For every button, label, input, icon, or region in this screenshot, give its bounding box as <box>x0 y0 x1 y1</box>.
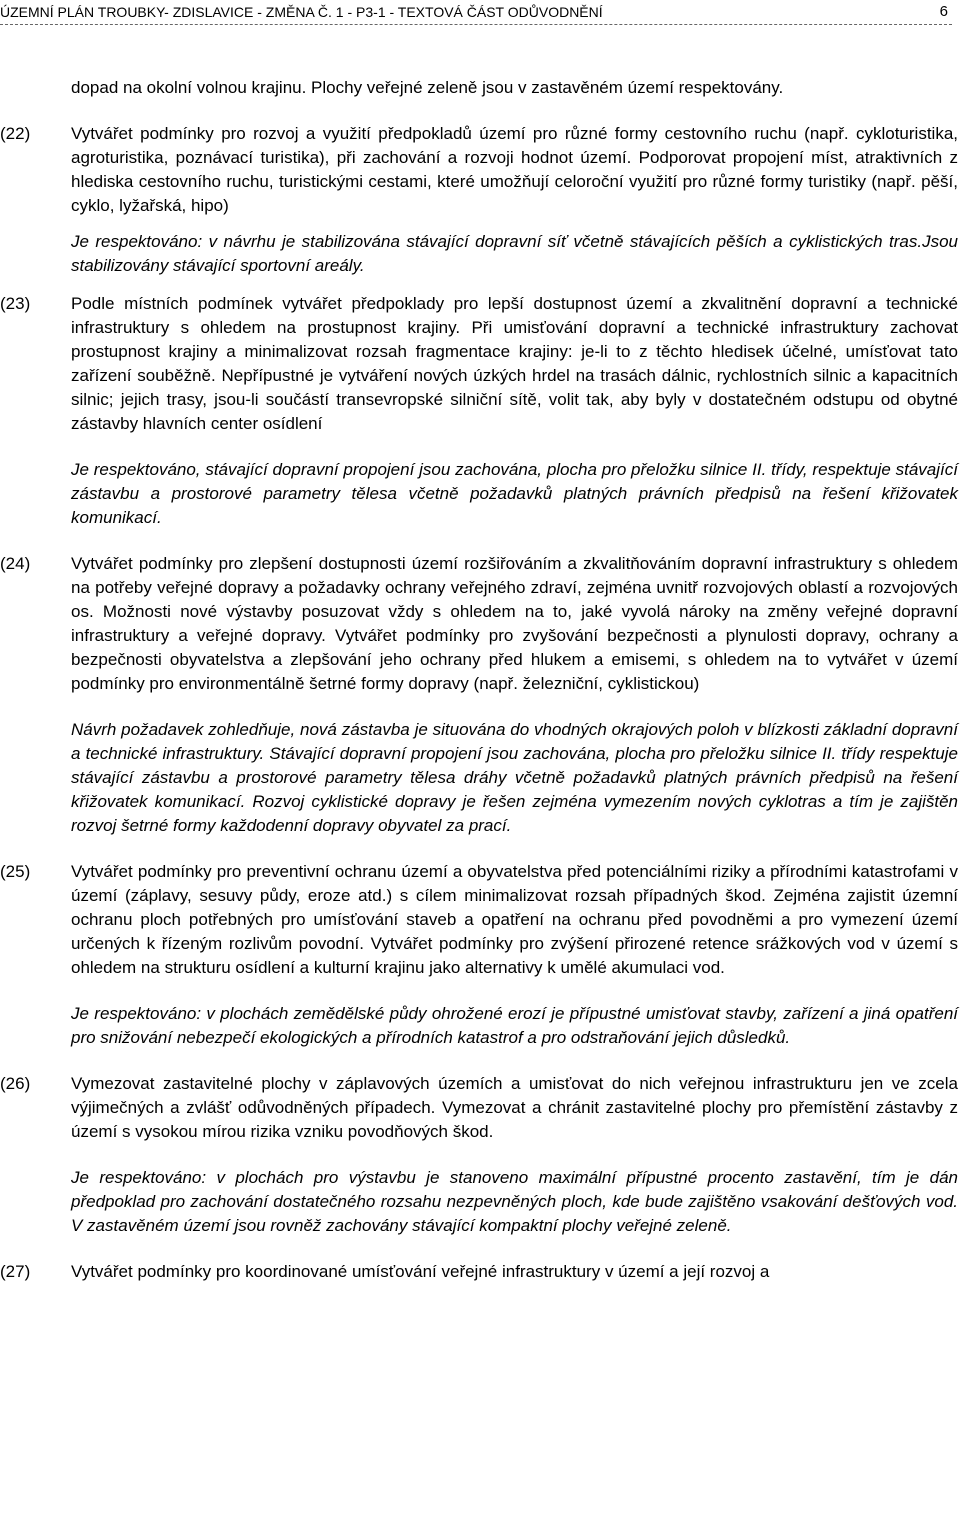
item-note: Je respektováno: v plochách pro výstavbu je stanoveno maximální přípustné procento zastavění, tím je dán předpoklad pro zachování dostatečného rozsahu nezpevněných ploch, kde bude zajištěno vsakování dešťových vod. V zastavěném území jsou rovněž zachovány stávající kompaktní plochy veřejné zeleně. <box>71 1168 958 1235</box>
page-header <box>0 0 960 26</box>
list-item-24 <box>0 552 958 696</box>
document-title: ÚZEMNÍ PLÁN TROUBKY- ZDISLAVICE - ZMĚNA Č. 1 - P3-1 - TEXTOVÁ ČÁST ODŮVODNĚNÍ <box>0 4 603 20</box>
item-note: Je respektováno, stávající dopravní propojení jsou zachována, plocha pro přeložku silnice II. třídy, respektuje stávající zástavbu a prostorové parametry tělesa včetně požadavků platných právních předpisů na řešení křižovatek komunikací. <box>71 460 958 527</box>
page-number: 6 <box>939 3 948 20</box>
header-divider <box>0 24 952 25</box>
item-number: (22) <box>0 124 31 143</box>
list-item-25 <box>0 860 958 980</box>
item-number: (27) <box>0 1262 31 1281</box>
item-text: Vytvářet podmínky pro koordinované umísťování veřejné infrastruktury v území a její rozvoj a <box>71 1262 770 1281</box>
item-note: Je respektováno: v plochách zemědělské půdy ohrožené erozí je přípustné umisťovat stavby, zařízení a jiná opatření pro snižování nebezpečí ekologických a přírodních katastrof a pro odstraňování jejich důsledků. <box>71 1004 958 1047</box>
item-number: (25) <box>0 862 31 881</box>
list-item-27 <box>0 1260 958 1284</box>
list-item-23 <box>0 292 958 436</box>
item-text: Vymezovat zastavitelné plochy v záplavových územích a umisťovat do nich veřejnou infrastrukturu jen ve zcela výjimečných a zvlášť odůvodněných případech. Vymezovat a chránit zastavitelné plochy pro přemístění zástavby z území s vysokou mírou rizika vzniku povodňových škod. <box>71 1074 958 1141</box>
item-number: (24) <box>0 554 31 573</box>
item-text: Vytvářet podmínky pro zlepšení dostupnosti území rozšiřováním a zkvalitňováním dopravní infrastruktury s ohledem na potřeby veřejné dopravy a požadavky ochrany veřejného zdraví, zejména uvnitř rozvojových oblastí a rozvojových os. Možnosti nové výstavby posuzovat vždy s ohledem na to, jaké vyvolá nároky na změny veřejné dopravní infrastruktury a veřejné dopravy. Vytvářet podmínky pro zvyšování bezpečnosti a plynulosti dopravy, ochrany a bezpečnosti obyvatelstva a zlepšování jeho ochrany před hlukem a emisemi, s ohledem na to vytvářet v území podmínky pro environmentálně šetrné formy dopravy (např. železniční, cyklistickou) <box>71 554 958 693</box>
document-body <box>0 76 958 1284</box>
item-note: Je respektováno: v návrhu je stabilizována stávající dopravní síť včetně stávajících pěších a cyklistických tras.Jsou stabilizovány stávající sportovní areály. <box>71 232 958 275</box>
item-number: (26) <box>0 1074 31 1093</box>
list-item-26 <box>0 1072 958 1144</box>
item-text: Vytvářet podmínky pro preventivní ochranu území a obyvatelstva před potenciálními riziky a přírodními katastrofami v území (záplavy, sesuvy půdy, eroze atd.) s cílem minimalizovat rozsah případných škod. Zejména zajistit územní ochranu ploch potřebných pro umísťování staveb a opatření na ochranu před povodněmi a pro vymezení území určených k řízeným rozlivům povodní. Vytvářet podmínky pro zvýšení přirozené retence srážkových vod v území s ohledem na strukturu osídlení a kulturní krajinu jako alternativy k umělé akumulaci vod. <box>71 862 958 977</box>
item-note: Návrh požadavek zohledňuje, nová zástavba je situována do vhodných okrajových poloh v blízkosti základní dopravní a technické infrastruktury. Stávající dopravní propojení jsou zachována, plocha pro přeložku silnice II. třídy respektuje stávající zástavbu a prostorové parametry tělesa dráhy včetně požadavků platných právních předpisů na řešení křižovatek komunikací. Rozvoj cyklistické dopravy je řešen zejména vymezením nových cyklotras a tím je zajištěn rozvoj šetrné formy každodenní dopravy obyvatel za prací. <box>71 720 958 835</box>
item-text: Podle místních podmínek vytvářet předpoklady pro lepší dostupnost území a zkvalitnění dopravní a technické infrastruktury s ohledem na prostupnost krajiny. Při umisťování dopravní a technické infrastruktury zachovat prostupnost krajiny a minimalizovat rozsah fragmentace krajiny: je-li to z těchto hledisek účelné, umísťovat tato zařízení souběžně. Nepřípustné je vytváření nových úzkých hrdel na trasách dálnic, rychlostních silnic a kapacitních silnic; jejich trasy, jsou-li součástí transevropské silniční sítě, volit tak, aby byly v dostatečném odstupu od obytné zástavby hlavních center osídlení <box>71 294 958 433</box>
item-number: (23) <box>0 294 31 313</box>
list-item-22 <box>0 122 958 218</box>
intro-continuation: dopad na okolní volnou krajinu. Plochy veřejné zeleně jsou v zastavěném území respektovány. <box>71 78 784 97</box>
item-text: Vytvářet podmínky pro rozvoj a využití předpokladů území pro různé formy cestovního ruchu (např. cykloturistika, agroturistika, poznávací turistika), při zachování a rozvoji hodnot území. Podporovat propojení míst, atraktivních z hlediska cestovního ruchu, turistickými cestami, které umožňují celoroční využití pro různé formy turistiky (např. pěší, cyklo, lyžařská, hipo) <box>71 124 958 215</box>
